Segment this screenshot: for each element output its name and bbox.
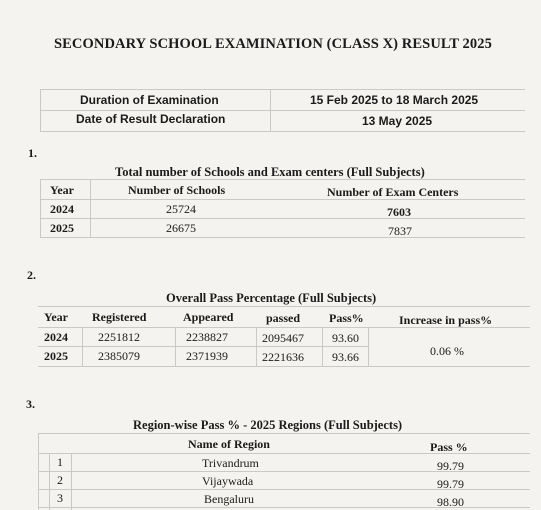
table-border xyxy=(40,89,41,131)
section2-heading: Overall Pass Percentage (Full Subjects) xyxy=(166,291,377,305)
table-cell: 2238827 xyxy=(186,330,228,344)
section3-heading: Region-wise Pass % - 2025 Regions (Full Subjects) xyxy=(133,418,403,432)
table-cell: 25724 xyxy=(166,202,196,216)
table-cell: 99.79 xyxy=(437,477,464,491)
table-border xyxy=(38,306,530,307)
table-border xyxy=(38,366,530,367)
column-header: Name of Region xyxy=(188,437,270,451)
column-header: Number of Exam Centers xyxy=(327,185,459,199)
table-cell: 2385079 xyxy=(98,349,140,363)
table-cell: 3 xyxy=(57,491,63,505)
table-cell: 2 xyxy=(57,473,63,487)
table-border xyxy=(82,327,83,366)
table-border xyxy=(175,327,176,366)
duration-label: Duration of Examination xyxy=(80,93,219,107)
table-cell: Bengaluru xyxy=(204,492,254,506)
column-header: Registered xyxy=(92,310,147,324)
column-header: Pass% xyxy=(329,311,364,325)
duration-value: 15 Feb 2025 to 18 March 2025 xyxy=(310,93,479,107)
table-cell: 2251812 xyxy=(98,330,140,344)
table-cell: Vijaywada xyxy=(202,474,254,488)
column-header: passed xyxy=(266,311,301,325)
column-header: Number of Schools xyxy=(128,183,226,197)
table-border xyxy=(256,327,257,366)
table-border xyxy=(49,453,50,510)
table-border xyxy=(40,237,525,238)
section1-heading: Total number of Schools and Exam centers (Full Subjects) xyxy=(115,165,425,179)
table-cell: 98.90 xyxy=(437,495,464,509)
table-cell: 2221636 xyxy=(262,350,304,364)
table-cell: 2024 xyxy=(44,330,68,344)
column-header: Increase in pass% xyxy=(399,313,493,327)
table-cell: 93.60 xyxy=(332,331,359,345)
column-header: Pass % xyxy=(430,440,468,454)
table-border xyxy=(368,327,369,366)
column-header: Year xyxy=(50,183,74,197)
table-border xyxy=(40,89,525,90)
table-cell: Trivandrum xyxy=(202,456,259,470)
table-border xyxy=(40,179,525,180)
table-border xyxy=(40,179,41,237)
table-cell: 2024 xyxy=(50,202,74,216)
table-cell: 1 xyxy=(57,455,63,469)
table-border xyxy=(40,110,525,111)
column-header: Appeared xyxy=(183,310,234,324)
table-border xyxy=(270,89,271,131)
table-cell: 99.79 xyxy=(437,459,464,473)
table-border xyxy=(90,179,91,237)
table-border xyxy=(40,131,525,132)
table-cell: 2095467 xyxy=(262,331,304,345)
table-cell: 2025 xyxy=(44,349,68,363)
table-border xyxy=(71,453,72,510)
table-cell: 26675 xyxy=(166,221,196,235)
table-border xyxy=(38,433,530,434)
table-cell: 2371939 xyxy=(186,349,228,363)
table-cell: 7837 xyxy=(388,224,412,238)
increase-value: 0.06 % xyxy=(430,344,464,358)
table-cell: 2025 xyxy=(50,221,74,235)
table-border xyxy=(38,346,368,347)
section-number: 2. xyxy=(27,268,36,282)
result-date-value: 13 May 2025 xyxy=(362,114,433,128)
section-number: 3. xyxy=(26,397,35,411)
section-number: 1. xyxy=(28,146,37,160)
result-date-label: Date of Result Declaration xyxy=(76,112,226,126)
table-cell: 93.66 xyxy=(332,350,359,364)
table-border xyxy=(322,327,323,366)
column-header: Year xyxy=(44,310,68,324)
table-border xyxy=(38,433,39,510)
table-cell: 7603 xyxy=(387,205,411,219)
table-border xyxy=(40,218,525,219)
page-title: SECONDARY SCHOOL EXAMINATION (CLASS X) RESULT 2025 xyxy=(54,36,492,52)
